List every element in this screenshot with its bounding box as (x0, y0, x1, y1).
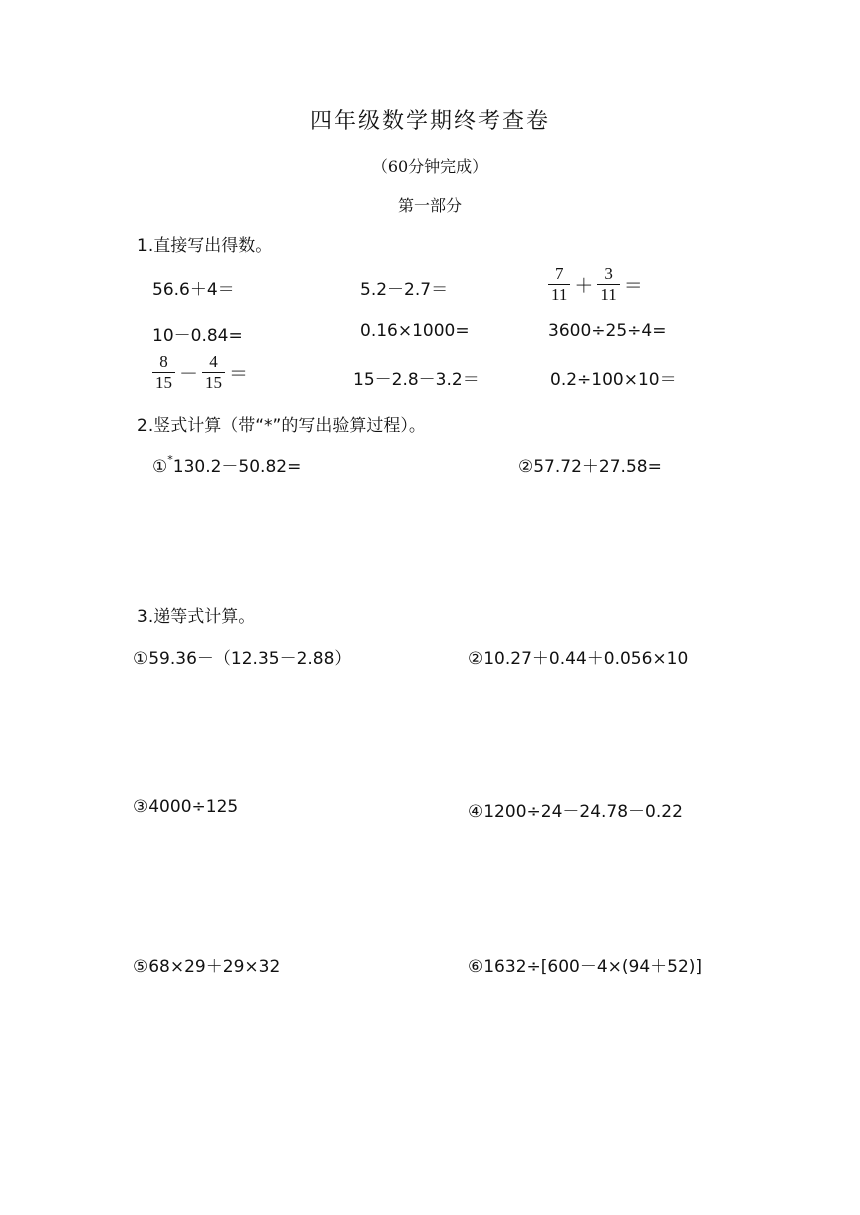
fraction (202, 352, 225, 393)
fraction (548, 264, 570, 305)
q3-problem-5: ⑤68×29＋29×32 (133, 957, 281, 977)
q1-problem-7 (152, 352, 252, 393)
q3-problem-4: ④1200÷24－24.78－0.22 (468, 802, 683, 822)
operator: － (179, 363, 199, 385)
question-2-heading: 2.竖式计算（带“*”的写出验算过程）。 (137, 416, 426, 436)
fraction (597, 264, 619, 305)
q3-problem-2: ②10.27＋0.44＋0.056×10 (468, 649, 689, 669)
q1-problem-6: 3600÷25÷4= (548, 321, 667, 341)
page-title: 四年级数学期终考查卷 (309, 109, 550, 134)
problem-marker: ① (152, 457, 168, 477)
denominator: 15 (202, 372, 225, 393)
numerator: 4 (209, 352, 218, 371)
denominator: 11 (548, 284, 570, 305)
q2-problem-2: ②57.72＋27.58= (518, 457, 662, 477)
fraction (152, 352, 175, 393)
denominator: 15 (152, 372, 175, 393)
q1-problem-8: 15－2.8－3.2＝ (353, 370, 480, 390)
q3-problem-6: ⑥1632÷[600－4×(94＋52)] (468, 957, 703, 977)
problem-expression: 130.2－50.82= (172, 457, 302, 477)
denominator: 11 (597, 284, 619, 305)
equals-sign: ＝ (229, 363, 249, 385)
time-limit: （60分钟完成） (371, 157, 489, 176)
q3-problem-3: ③4000÷125 (133, 797, 239, 817)
q1-problem-1: 56.6＋4＝ (152, 280, 235, 300)
q3-problem-1: ①59.36－（12.35－2.88） (133, 649, 352, 669)
q1-problem-9: 0.2÷100×10＝ (550, 370, 677, 390)
q1-problem-5: 0.16×1000= (360, 321, 470, 341)
equals-sign: ＝ (623, 275, 643, 297)
numerator: 8 (159, 352, 168, 371)
section-title: 第一部分 (397, 196, 462, 215)
numerator: 3 (604, 264, 613, 283)
operator: ＋ (574, 275, 594, 297)
question-1-heading: 1.直接写出得数。 (137, 236, 273, 256)
q1-problem-2: 5.2－2.7＝ (360, 280, 449, 300)
star-mark: * (167, 453, 173, 467)
q1-problem-4: 10－0.84= (152, 326, 243, 346)
question-3-heading: 3.递等式计算。 (137, 607, 256, 627)
q1-problem-3 (548, 264, 647, 305)
q2-problem-1 (152, 452, 301, 477)
numerator: 7 (554, 264, 564, 283)
